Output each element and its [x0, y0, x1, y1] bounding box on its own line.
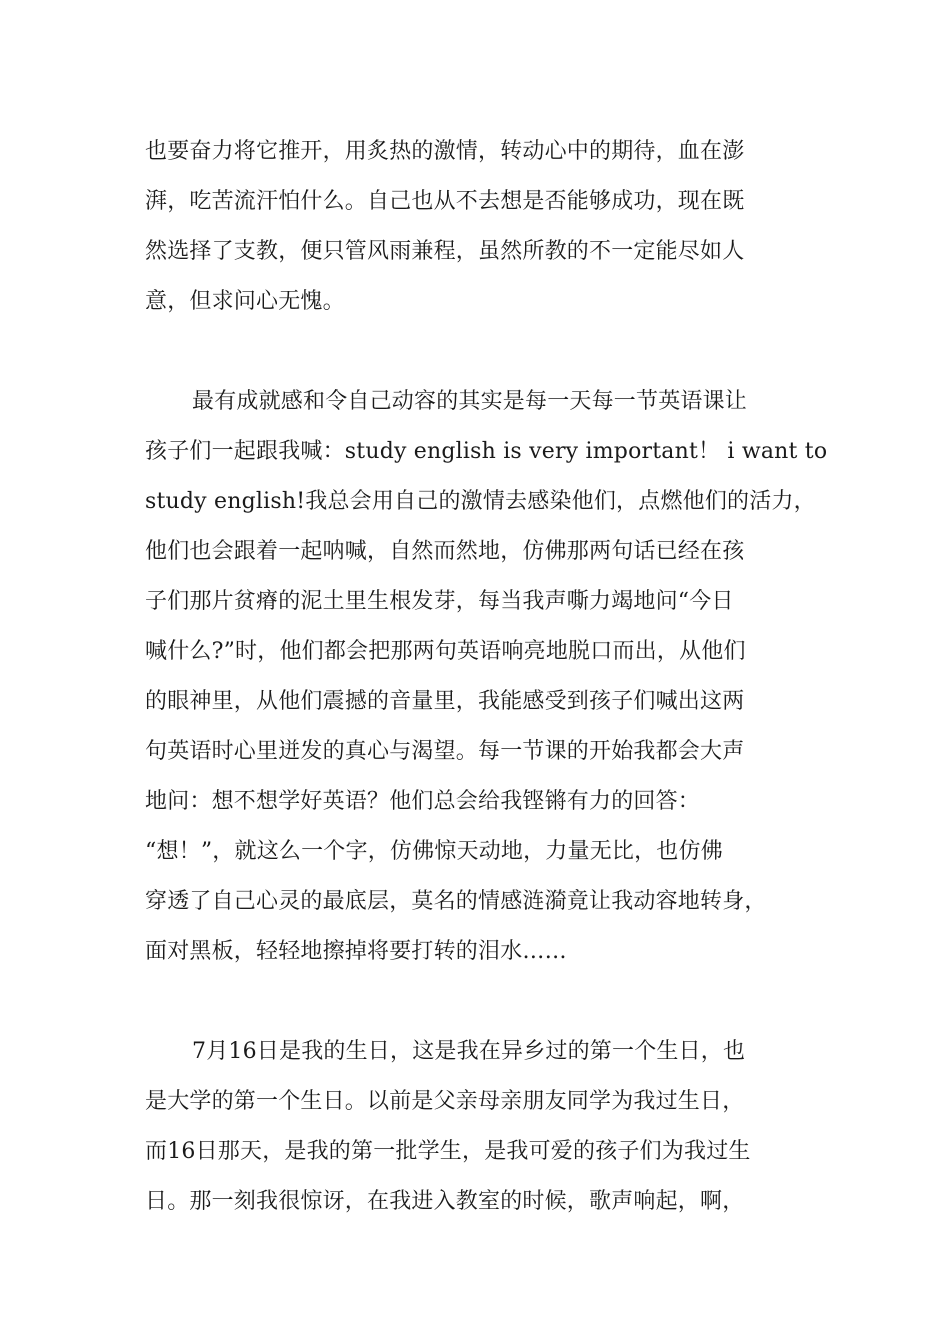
paragraph-line: 的眼神里，从他们震撼的音量里，我能感受到孩子们喊出这两: [145, 689, 745, 714]
paragraph-line: 湃，吃苦流汗怕什么。自己也从不去想是否能够成功，现在既: [145, 189, 745, 214]
paragraph-line: 句英语时心里迸发的真心与渴望。每一节课的开始我都会大声: [145, 739, 745, 764]
paragraph-line: 也要奋力将它推开，用炙热的激情，转动心中的期待，血在澎: [145, 139, 745, 164]
paragraph-line: 7月16日是我的生日，这是我在异乡过的第一个生日，也: [192, 1039, 746, 1064]
paragraph-line: study english!我总会用自己的激情去感染他们，点燃他们的活力，: [145, 489, 816, 514]
paragraph-line: 面对黑板，轻轻地擦掉将要打转的泪水……: [145, 939, 567, 964]
paragraph-line: 喊什么?”时，他们都会把那两句英语响亮地脱口而出，从他们: [145, 639, 746, 664]
paragraph-line: 意，但求问心无愧。: [145, 289, 345, 314]
paragraph-line: 而16日那天，是我的第一批学生，是我可爱的孩子们为我过生: [145, 1139, 751, 1164]
paragraph-line: 他们也会跟着一起呐喊，自然而然地，仿佛那两句话已经在孩: [145, 539, 745, 564]
paragraph-line: 穿透了自己心灵的最底层，莫名的情感涟漪竟让我动容地转身，: [145, 889, 767, 914]
paragraph-line: 孩子们一起跟我喊：study english is very important！ i want to: [145, 439, 828, 464]
paragraph-line: 然选择了支教，便只管风雨兼程，虽然所教的不一定能尽如人: [145, 239, 745, 264]
paragraph-line: 地问：想不想学好英语？他们总会给我铿锵有力的回答：: [145, 789, 701, 814]
paragraph-line: 日。那一刻我很惊讶，在我进入教室的时候，歌声响起，啊，: [145, 1189, 745, 1214]
paragraph-line: “想！”，就这么一个字，仿佛惊天动地，力量无比，也仿佛: [145, 839, 723, 864]
paragraph-line: 最有成就感和令自己动容的其实是每一天每一节英语课让: [192, 389, 748, 414]
paragraph-line: 子们那片贫瘠的泥土里生根发芽，每当我声嘶力竭地问“今日: [145, 589, 734, 614]
paragraph-line: 是大学的第一个生日。以前是父亲母亲朋友同学为我过生日，: [145, 1089, 745, 1114]
